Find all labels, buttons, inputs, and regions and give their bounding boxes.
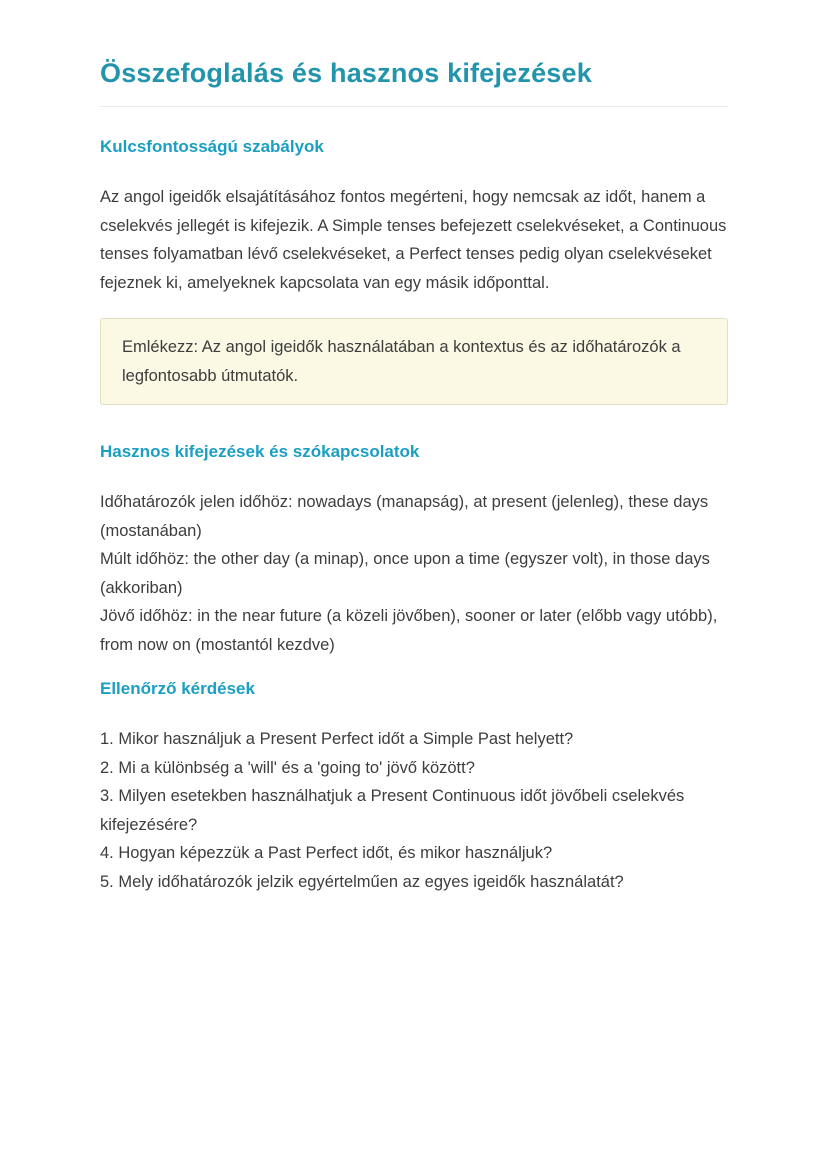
question-line: 4. Hogyan képezzük a Past Perfect időt, és mikor használjuk?: [100, 844, 553, 862]
callout-box: [100, 318, 728, 405]
section-review-questions: [100, 678, 728, 896]
section-heading-key-rules: Kulcsfontosságú szabályok: [100, 137, 324, 156]
section-heading-useful-phrases: Hasznos kifejezések és szókapcsolatok: [100, 442, 420, 461]
phrase-line: Időhatározók jelen időhöz: nowadays (manapság), at present (jelenleg), these days (mostanában): [100, 493, 709, 540]
callout-text: Emlékezz: Az angol igeidők használatában a kontextus és az időhatározók a legfontosabb útmutatók.: [122, 338, 681, 385]
section-heading-review-questions: Ellenőrző kérdések: [100, 679, 255, 698]
key-rules-paragraph: Az angol igeidők elsajátításához fontos megérteni, hogy nemcsak az időt, hanem a cselekvés jellegét is kifejezik. A Simple tenses befejezett cselekvéseket, a Continuous tenses folyamatban lévő cselekvéseket, a Perfect tenses pedig olyan cselekvéseket fejeznek ki, amelyeknek kapcsolata van egy másik időponttal.: [100, 188, 727, 292]
phrase-line: Múlt időhöz: the other day (a minap), once upon a time (egyszer volt), in those days (akkoriban): [100, 550, 710, 597]
question-list: [100, 725, 728, 896]
section-key-rules: [100, 136, 728, 405]
question-line: 2. Mi a különbség a 'will' és a 'going to' jövő között?: [100, 758, 475, 777]
phrase-list: [100, 488, 728, 659]
question-line: 5. Mely időhatározók jelzik egyértelműen az egyes igeidők használatát?: [100, 872, 624, 891]
section-useful-phrases: [100, 441, 728, 659]
title-divider: [100, 106, 728, 107]
page-title: Összefoglalás és hasznos kifejezések: [100, 58, 592, 88]
phrase-line: Jövő időhöz: in the near future (a közeli jövőben), sooner or later (előbb vagy utóbb), from now on (mostantól kezdve): [100, 607, 718, 654]
question-line: 3. Milyen esetekben használhatjuk a Present Continuous időt jövőbeli cselekvés kifejezésére?: [100, 787, 685, 834]
question-line: 1. Mikor használjuk a Present Perfect időt a Simple Past helyett?: [100, 730, 574, 748]
